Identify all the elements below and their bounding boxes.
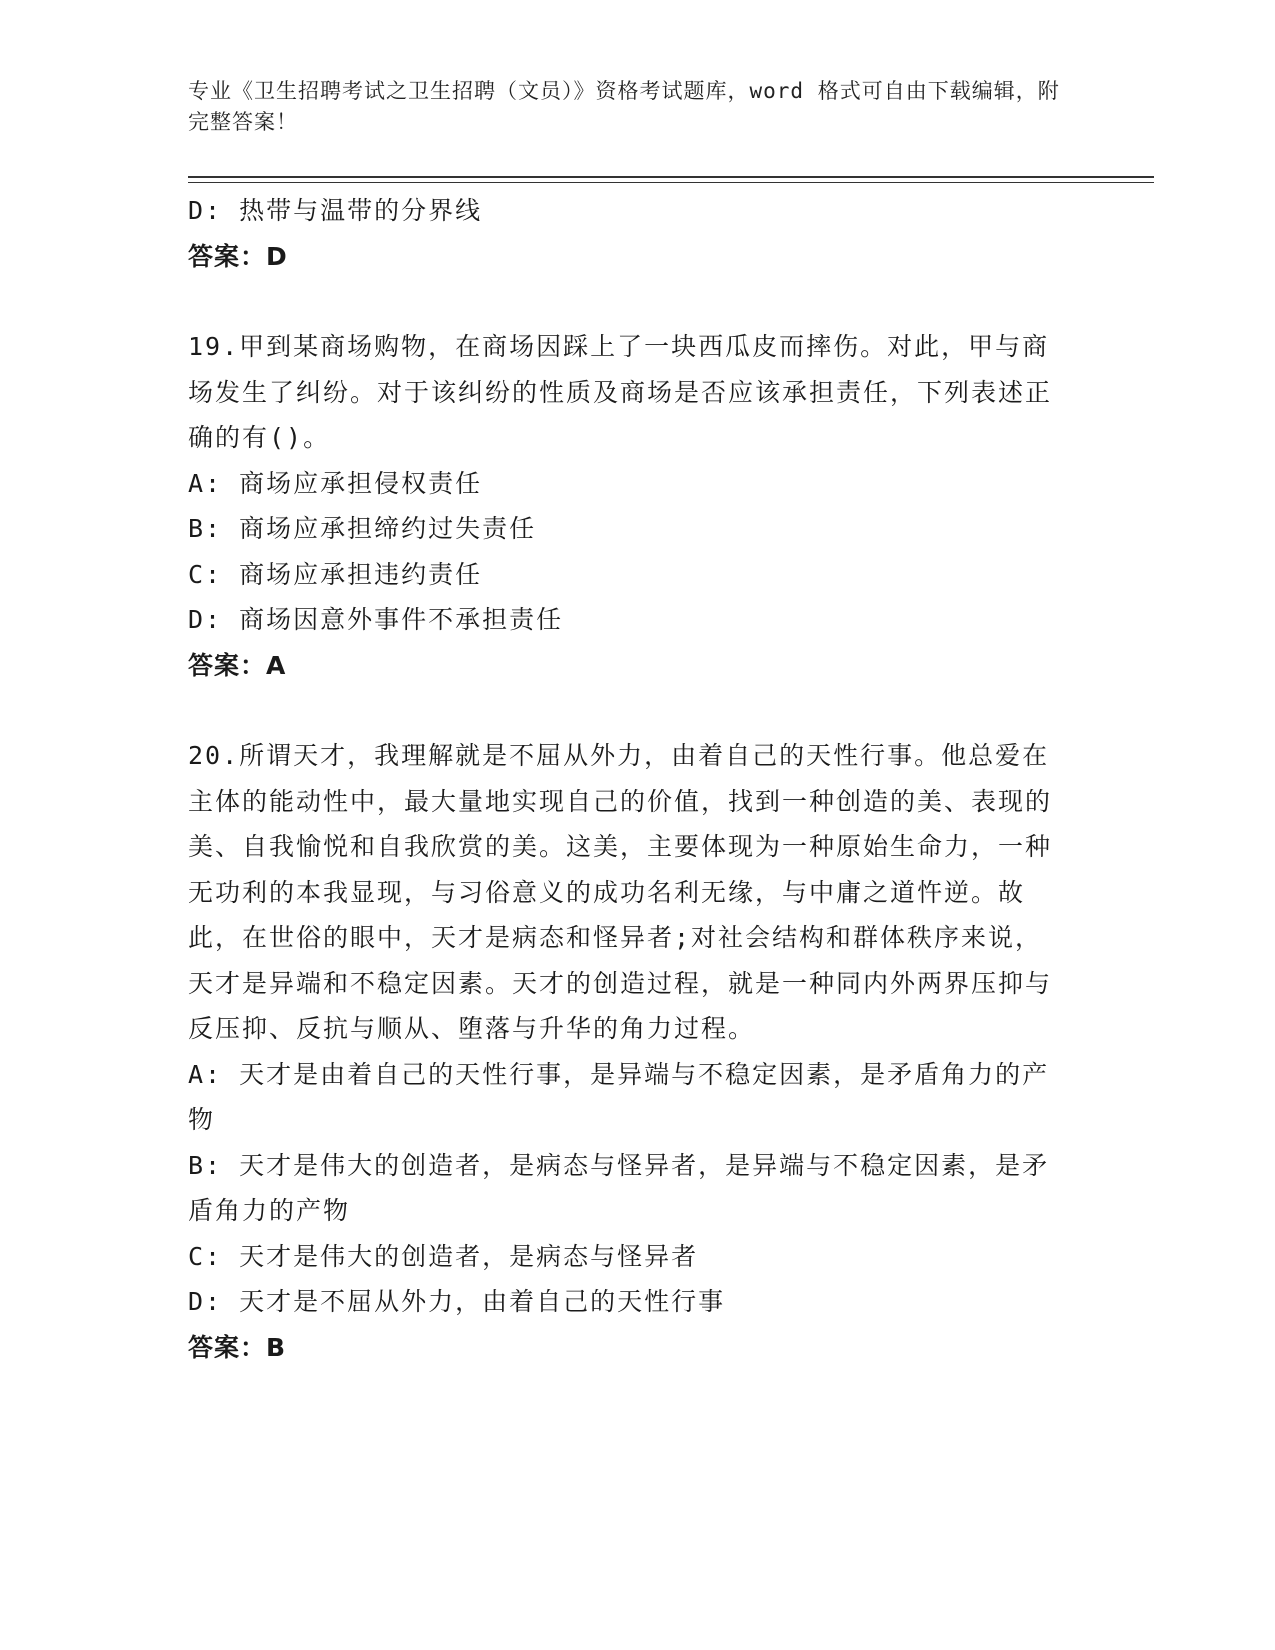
document-header: 专业《卫生招聘考试之卫生招聘（文员）》资格考试题库，word 格式可自由下载编辑，附完整答案！ [188, 79, 1060, 134]
question-content [188, 188, 1068, 1370]
header-rule-thick [188, 176, 1154, 178]
q20-stem: 20.所谓天才，我理解就是不屈从外力，由着自己的天性行事。他总爱在主体的能动性中，最大量地实现自己的价值，找到一种创造的美、表现的美、自我愉悦和自我欣赏的美。这美，主要体现为一种原始生命力，一种无功利的本我显现，与习俗意义的成功名利无缘，与中庸之道忤逆。故此，在世俗的眼中，天才是病态和怪异者;对社会结构和群体秩序来说，天才是异端和不稳定因素。天才的创造过程，就是一种同内外两界压抑与反压抑、反抗与顺从、堕落与升华的角力过程。 [188, 741, 1053, 1043]
q19-option-b: B: 商场应承担缔约过失责任 [188, 514, 537, 543]
q19-option-a: A: 商场应承担侵权责任 [188, 468, 483, 498]
prev-option-d: D: 热带与温带的分界线 [188, 196, 483, 225]
q19-answer: 答案：A [188, 650, 287, 680]
q19-option-d: D: 商场因意外事件不承担责任 [188, 605, 564, 634]
spacer [188, 688, 1068, 733]
q20-option-b: B: 天才是伟大的创造者，是病态与怪异者，是异端与不稳定因素，是矛盾角力的产物 [188, 1150, 1050, 1225]
header-rule-thin [188, 182, 1154, 183]
spacer [188, 279, 1068, 324]
q20-option-c: C: 天才是伟大的创造者，是病态与怪异者 [188, 1241, 699, 1271]
q19-stem: 19.甲到某商场购物，在商场因踩上了一块西瓜皮而摔伤。对此，甲与商场发生了纠纷。对于该纠纷的性质及商场是否应该承担责任，下列表述正确的有()。 [188, 332, 1053, 452]
prev-answer: 答案：D [188, 241, 288, 271]
q20-option-a: A: 天才是由着自己的天性行事，是异端与不稳定因素，是矛盾角力的产物 [188, 1059, 1050, 1134]
q19-option-c: C: 商场应承担违约责任 [188, 559, 483, 589]
q20-option-d: D: 天才是不屈从外力，由着自己的天性行事 [188, 1287, 726, 1316]
q20-answer: 答案：B [188, 1332, 287, 1362]
